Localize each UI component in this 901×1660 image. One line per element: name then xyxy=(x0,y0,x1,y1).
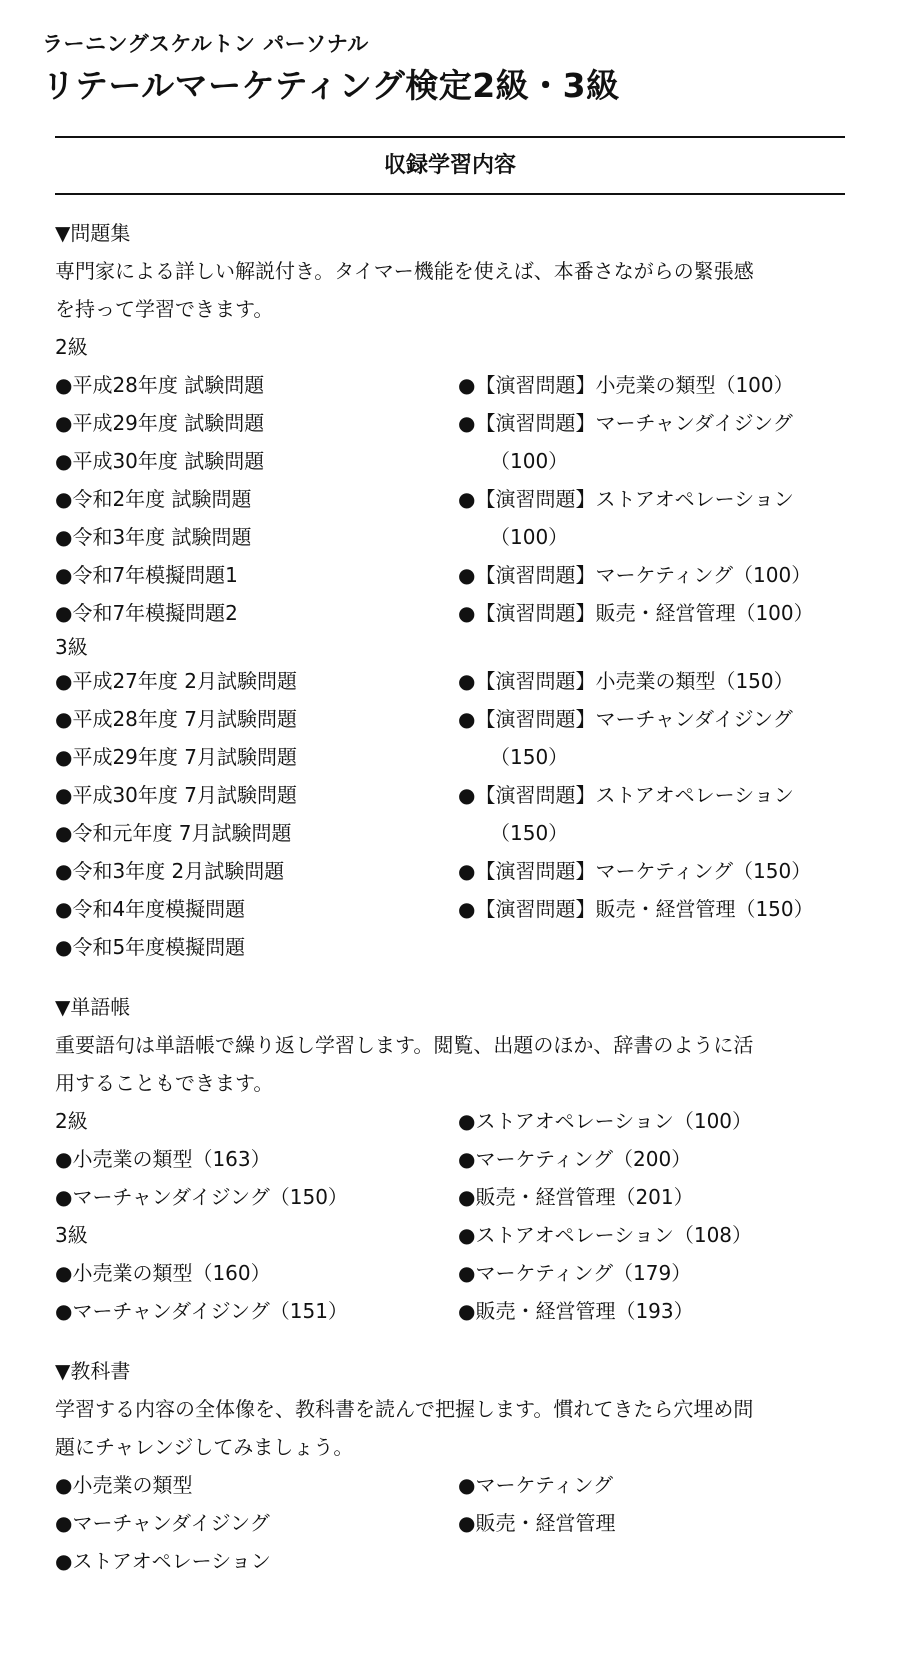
content xyxy=(55,214,845,1580)
list-item: ●【演習問題】ストアオペレーション xyxy=(458,487,794,511)
list-item: ●令和7年模擬問題2 xyxy=(55,601,238,625)
vocab-section xyxy=(55,988,845,1330)
vocab-right xyxy=(458,1102,845,1330)
textbook-desc-line1: 学習する内容の全体像を、教科書を読んで把握します。慣れてきたら穴埋め問 xyxy=(55,1397,754,1421)
textbook-left xyxy=(55,1466,458,1580)
list-item: ●マーチャンダイジング xyxy=(55,1511,270,1535)
header xyxy=(42,28,620,110)
list-item: ●平成30年度 7月試験問題 xyxy=(55,783,297,807)
problems-grade3-label: 3級 xyxy=(55,635,88,659)
vocab-grade2-label: 2級 xyxy=(55,1109,88,1133)
list-item: ●ストアオペレーション（100） xyxy=(458,1109,753,1133)
list-item: ●ストアオペレーション xyxy=(55,1549,271,1573)
list-item: ●令和3年度 試験問題 xyxy=(55,525,252,549)
list-item: ●令和2年度 試験問題 xyxy=(55,487,252,511)
textbook-description xyxy=(55,1390,845,1466)
list-item: ●【演習問題】小売業の類型（100） xyxy=(458,373,794,397)
problems-grade2-grid xyxy=(55,366,845,632)
list-item: ●販売・経営管理（193） xyxy=(458,1299,694,1323)
textbook-desc-line2: 題にチャレンジしてみましょう。 xyxy=(55,1435,354,1459)
problems-grade3-left xyxy=(55,662,458,966)
list-item: ●平成27年度 2月試験問題 xyxy=(55,669,297,693)
list-item: ●【演習問題】マーチャンダイジング xyxy=(458,707,793,731)
textbook-right xyxy=(458,1466,845,1580)
divider-top xyxy=(55,136,845,138)
vocab-grid xyxy=(55,1102,845,1330)
vocab-description xyxy=(55,1026,845,1102)
list-item: ●マーケティング xyxy=(458,1473,614,1497)
vocab-desc-line1: 重要語句は単語帳で繰り返し学習します。閲覧、出題のほか、辞書のように活 xyxy=(55,1033,754,1057)
problems-section xyxy=(55,214,845,966)
list-item: ●マーケティング（179） xyxy=(458,1261,692,1285)
problems-grade2-right xyxy=(458,366,845,632)
list-item: ●平成28年度 試験問題 xyxy=(55,373,265,397)
list-item-continuation: （100） xyxy=(490,449,569,473)
list-item-continuation: （150） xyxy=(490,745,569,769)
list-item: ●令和7年模擬問題1 xyxy=(55,563,238,587)
list-item: ●マーチャンダイジング（150） xyxy=(55,1185,348,1209)
textbook-grid xyxy=(55,1466,845,1580)
problems-desc-line1: 専門家による詳しい解説付き。タイマー機能を使えば、本番さながらの緊張感 xyxy=(55,259,754,283)
contents-heading: 収録学習内容 xyxy=(383,153,516,178)
list-item: ●【演習問題】販売・経営管理（100） xyxy=(458,601,814,625)
problems-grade3-grid xyxy=(55,662,845,966)
list-item: ●平成29年度 7月試験問題 xyxy=(55,745,297,769)
problems-desc-line2: を持って学習できます。 xyxy=(55,297,274,321)
divider-bottom xyxy=(55,193,845,195)
list-item-continuation: （150） xyxy=(490,821,569,845)
vocab-left xyxy=(55,1102,458,1330)
textbook-section xyxy=(55,1352,845,1580)
list-item: ●平成30年度 試験問題 xyxy=(55,449,265,473)
problems-grade3-right xyxy=(458,662,845,966)
list-item: ●令和元年度 7月試験問題 xyxy=(55,821,292,845)
list-item: ●平成28年度 7月試験問題 xyxy=(55,707,297,731)
section-gap xyxy=(55,966,845,988)
list-item: ●【演習問題】ストアオペレーション xyxy=(458,783,794,807)
list-item: ●【演習問題】小売業の類型（150） xyxy=(458,669,794,693)
list-item: ●【演習問題】販売・経営管理（150） xyxy=(458,897,814,921)
problems-description xyxy=(55,252,845,328)
list-item: ●販売・経営管理（201） xyxy=(458,1185,694,1209)
list-item: ●小売業の類型（160） xyxy=(55,1261,271,1285)
list-item-continuation: （100） xyxy=(490,525,569,549)
series-name: ラーニングスケルトン パーソナル xyxy=(42,32,369,56)
textbook-heading: ▼教科書 xyxy=(55,1359,131,1383)
list-item: ●【演習問題】マーチャンダイジング xyxy=(458,411,793,435)
list-item: ●ストアオペレーション（108） xyxy=(458,1223,753,1247)
list-item: ●【演習問題】マーケティング（100） xyxy=(458,563,812,587)
problems-heading: ▼問題集 xyxy=(55,221,131,245)
vocab-heading: ▼単語帳 xyxy=(55,995,131,1019)
list-item: ●小売業の類型（163） xyxy=(55,1147,271,1171)
list-item: ●マーチャンダイジング（151） xyxy=(55,1299,348,1323)
list-item: ●令和5年度模擬問題 xyxy=(55,935,246,959)
problems-grade2-label: 2級 xyxy=(55,335,88,359)
page-title: リテールマーケティング検定2級・3級 xyxy=(42,66,620,105)
list-item: ●販売・経営管理 xyxy=(458,1511,616,1535)
list-item: ●令和3年度 2月試験問題 xyxy=(55,859,285,883)
section-gap xyxy=(55,1330,845,1352)
vocab-desc-line2: 用することもできます。 xyxy=(55,1071,274,1095)
vocab-grade3-label: 3級 xyxy=(55,1223,88,1247)
list-item: ●小売業の類型 xyxy=(55,1473,193,1497)
list-item: ●マーケティング（200） xyxy=(458,1147,692,1171)
problems-grade2-left xyxy=(55,366,458,632)
list-item: ●令和4年度模擬問題 xyxy=(55,897,246,921)
list-item: ●平成29年度 試験問題 xyxy=(55,411,265,435)
list-item: ●【演習問題】マーケティング（150） xyxy=(458,859,812,883)
